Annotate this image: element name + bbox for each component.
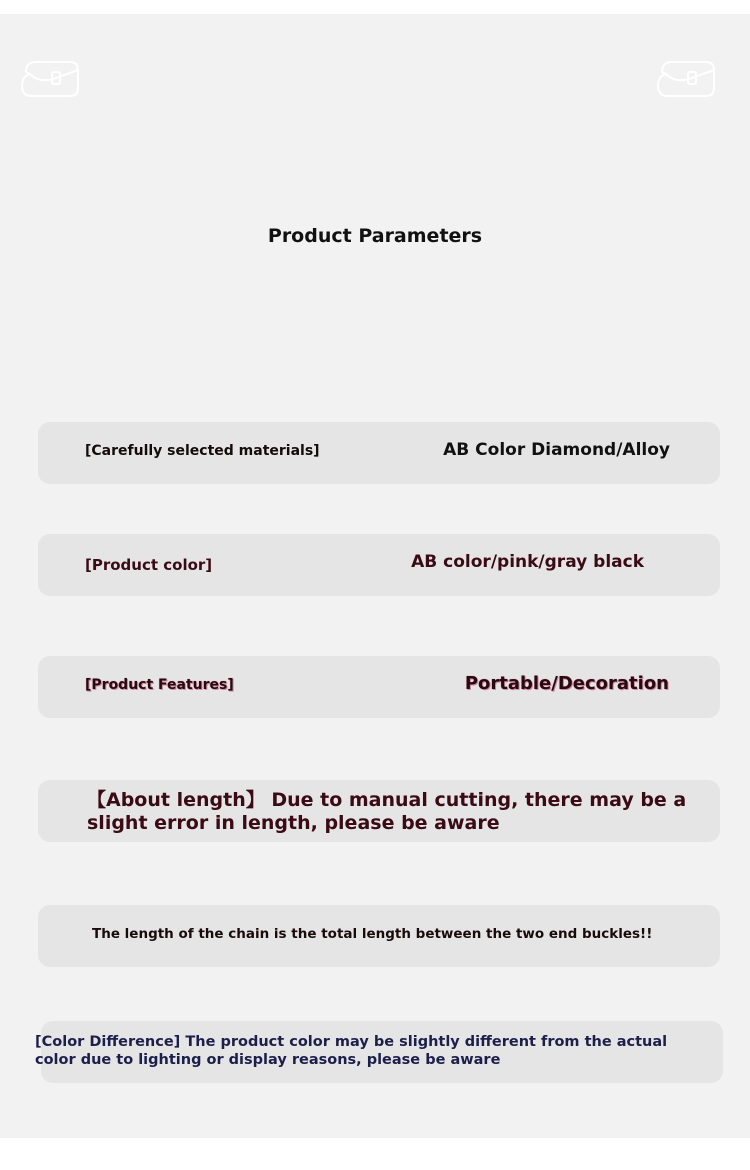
- param-label: [Carefully selected materials]: [85, 443, 320, 459]
- note-text: [Color Difference] The product color may be slightly different from the actual color due to lighting or display reasons, please be aware: [35, 1034, 668, 1068]
- note-chain-length: [38, 905, 720, 967]
- content-panel: [0, 14, 750, 1138]
- param-label: [Product Features]: [85, 677, 234, 693]
- param-label: [Product color]: [85, 556, 213, 574]
- note-text: 【About length】 Due to manual cutting, there may be a slight error in length, please be aware: [87, 789, 687, 834]
- note-color-difference: [35, 1021, 723, 1083]
- note-about-length: [38, 780, 720, 842]
- handbag-outline-icon: [20, 58, 82, 100]
- param-value: Portable/Decoration: [464, 673, 669, 694]
- param-row-materials: [38, 422, 720, 484]
- handbag-outline-icon: [656, 58, 718, 100]
- param-row-features: [38, 656, 720, 718]
- page-title: Product Parameters: [267, 225, 483, 247]
- param-value: AB color/pink/gray black: [411, 552, 644, 572]
- param-value: AB Color Diamond/Alloy: [443, 440, 670, 460]
- note-text: The length of the chain is the total length between the two end buckles!!: [92, 926, 653, 942]
- param-row-color: [38, 534, 720, 596]
